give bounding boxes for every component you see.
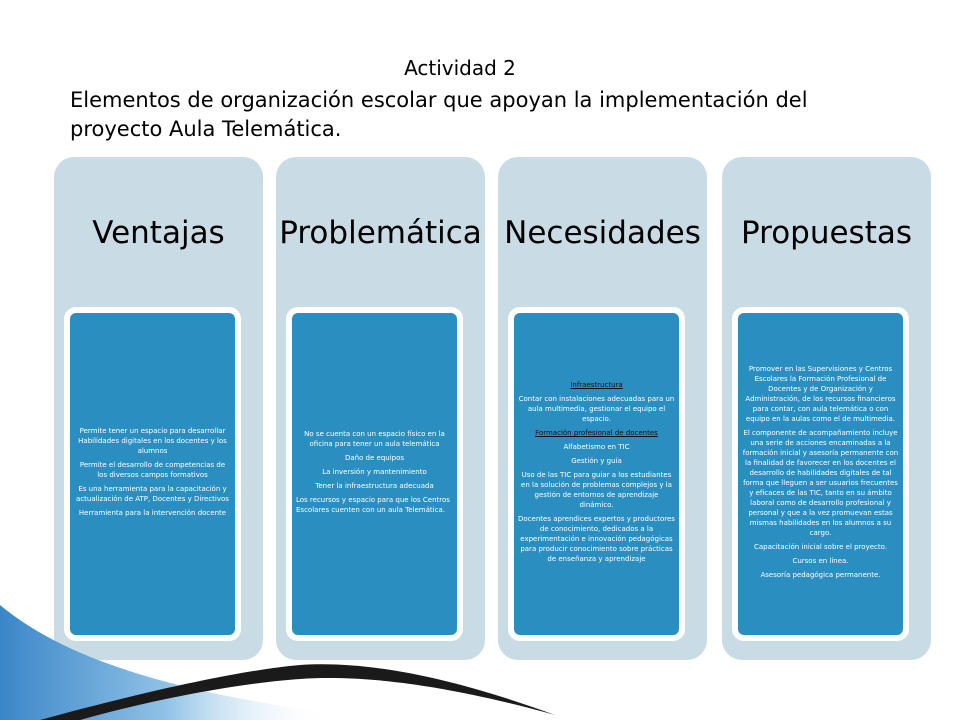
list-item: Permite tener un espacio para desarrollar Habilidades digitales en los docentes y los alumnos [78,427,227,455]
list-item: Cursos en línea. [792,557,849,565]
content-list [296,313,453,635]
list-item: Contar con instalaciones adecuadas para un aula multimedia, gestionar el equipo el espacio. [518,395,675,423]
list-subheading: Infraestructura [570,381,623,389]
column-heading: Ventajas [92,215,225,251]
list-item: Capacitación inicial sobre el proyecto. [753,543,888,551]
list-item: Herramienta para la intervención docente [78,509,227,517]
column-propuestas [722,157,931,660]
list-item: Gestión y guía [571,457,622,465]
column-heading: Necesidades [504,215,701,251]
list-item: Es una herramienta para la capacitación y actualización de ATP, Docentes y Directivos [76,485,229,503]
content-list [518,313,675,635]
list-subheading: Formación profesional de docentes [535,429,658,437]
list-item: No se cuenta con un espacio físico en la oficina para tener un aula telemática [304,430,445,448]
list-item: Uso de las TIC para guiar a los estudiantes en la solución de problemas complejos y la gestión de entornos de aprendizaje dinámico. [521,471,672,509]
list-item: Alfabetismo en TIC [563,443,630,451]
column-problematica [276,157,485,660]
content-list [742,313,899,635]
column-necesidades [498,157,707,660]
column-content-box [732,307,909,641]
list-item: Permite el desarrollo de competencias de los diversos campos formativos [79,461,226,479]
column-heading: Propuestas [740,215,913,251]
list-item: Docentes aprendices expertos y productores de conocimiento, dedicados a la experimentación e innovación pedagógicas para producir conocimiento sobre prácticas de enseñanza y aprendizaje [518,515,675,563]
list-item: El componente de acompañamiento incluye una serie de acciones encaminadas a la formación inicial y asesoría permanente con la finalidad de favorecer en los docentes el desarrollo de habilidades digitales de tal forma que lleguen a ser usuarios frecuentes y eficaces de las TIC, tanto en su ámbito laboral como de desarrollo profesional y personal y que a la vez promuevan estas mismas habilidades en los alumnos a su cargo. [742,429,899,537]
column-content-box [286,307,463,641]
list-item: Promover en las Supervisiones y Centros Escolares la Formación Profesional de Docentes y de Organización y Administración, de los recursos financieros para contar, con aula telemática o con equipo en la aulas como el de multimedia. [745,365,896,423]
main-title: Elementos de organización escolar que apoyan la implementación del proyecto Aula Telemática. [70,88,808,141]
list-item: Asesoría pedagógica permanente. [760,571,881,579]
list-item: Tener la infraestructura adecuada [315,482,434,490]
column-content-box [64,307,241,641]
list-item: Daño de equipos [344,454,405,462]
column-content-box [508,307,685,641]
decorative-swoosh [0,595,560,720]
list-item: Los recursos y espacio para que los Centros Escolares cuenten con un aula Telemática. [296,496,450,514]
list-item: La inversión y mantenimiento [322,468,427,476]
swoosh-blue [0,605,330,720]
content-list [74,313,231,635]
column-heading: Problemática [279,215,482,251]
column-ventajas [54,157,263,660]
activity-title: Actividad 2 [404,56,516,80]
